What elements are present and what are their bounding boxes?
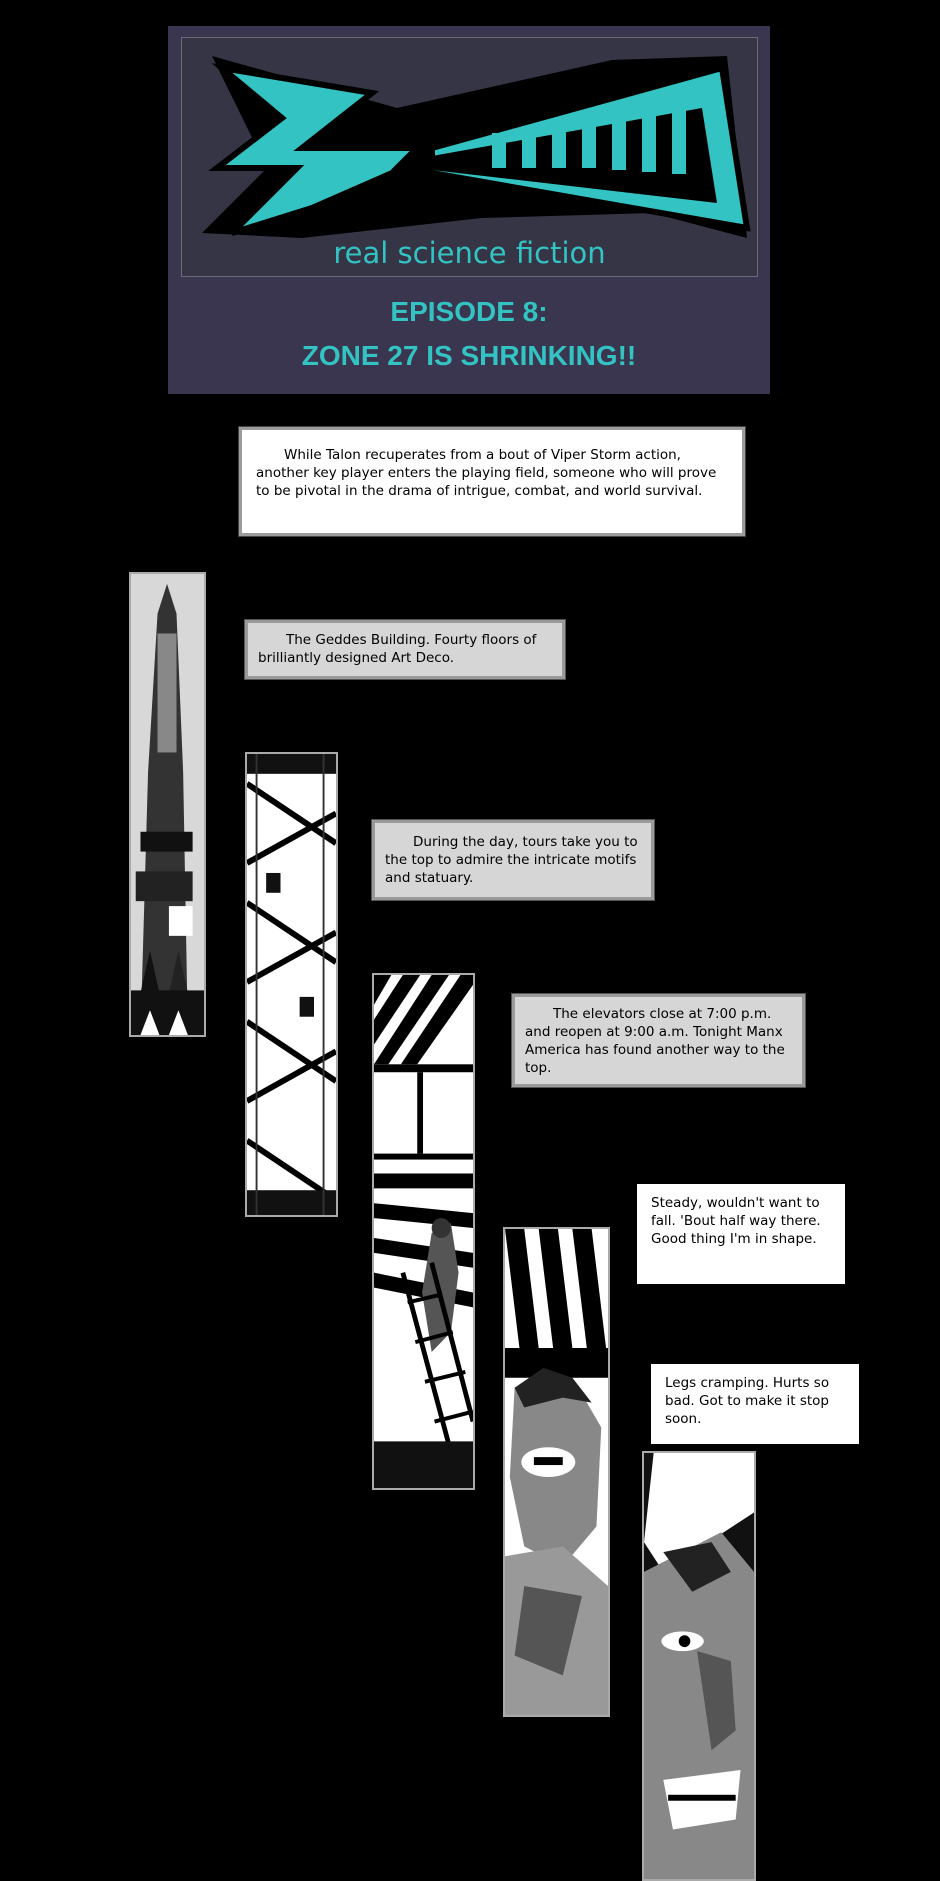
caption-text: During the day, tours take you to the top to admire the intricate motifs and statuary. <box>385 834 638 886</box>
caption-elevators <box>512 994 805 1087</box>
caption-intro <box>239 427 745 536</box>
ladder-art <box>374 975 473 1488</box>
tower-art <box>131 574 204 1035</box>
face-art <box>505 1229 608 1715</box>
panel-face-closeup <box>642 1451 756 1881</box>
caption-text: Legs cramping. Hurts so bad. Got to make it stop soon. <box>665 1375 830 1427</box>
fire-escape-art <box>247 754 336 1215</box>
caption-text: The elevators close at 7:00 p.m. and reopen at 9:00 a.m. Tonight Manx America has found another way to the top. <box>525 1006 785 1076</box>
face-closeup-art <box>644 1453 754 1879</box>
episode-number: EPISODE 8: <box>390 296 548 327</box>
caption-text: While Talon recuperates from a bout of Viper Storm action, another key player enters the playing field, someone who will prove to be pivotal in the drama of intrigue, combat, and world survival. <box>256 447 717 499</box>
panel-face <box>503 1227 610 1717</box>
caption-geddes <box>245 620 565 679</box>
caption-tours <box>372 820 654 900</box>
caption-steady <box>637 1184 845 1284</box>
caption-text: Steady, wouldn't want to fall. 'Bout half way there. Good thing I'm in shape. <box>651 1195 821 1247</box>
caption-legs <box>651 1364 859 1444</box>
panel-fire-escape <box>245 752 338 1217</box>
episode-title: ZONE 27 IS SHRINKING!! <box>301 340 637 371</box>
panel-tower <box>129 572 206 1037</box>
panel-ladder <box>372 973 475 1490</box>
tagline: real science fiction <box>333 236 606 270</box>
caption-text: The Geddes Building. Fourty floors of brilliantly designed Art Deco. <box>258 632 537 666</box>
